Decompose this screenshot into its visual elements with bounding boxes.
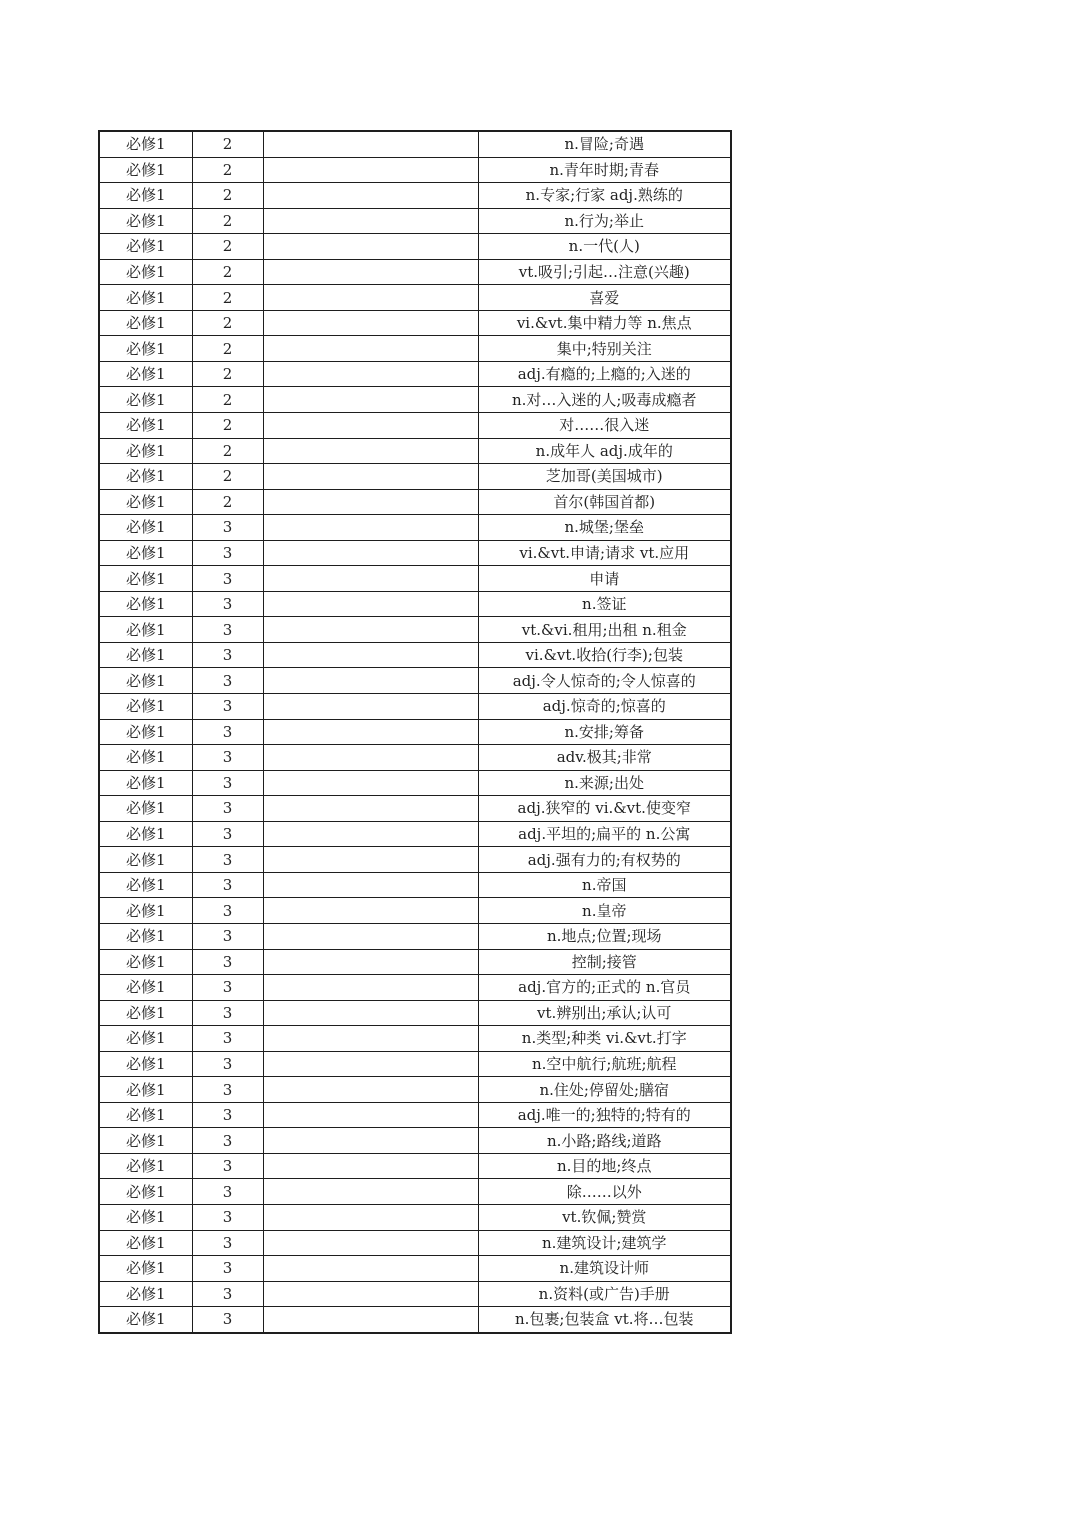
word-cell xyxy=(263,208,478,234)
table-row xyxy=(99,1179,731,1205)
meaning-cell: 对……很入迷 xyxy=(478,413,731,439)
unit-cell: 3 xyxy=(192,719,263,745)
table-row xyxy=(99,1000,731,1026)
word-cell xyxy=(263,515,478,541)
meaning-cell: n.建筑设计;建筑学 xyxy=(478,1230,731,1256)
book-cell: 必修1 xyxy=(99,489,192,515)
word-cell xyxy=(263,1051,478,1077)
unit-cell: 2 xyxy=(192,464,263,490)
word-cell xyxy=(263,157,478,183)
book-cell: 必修1 xyxy=(99,1153,192,1179)
unit-cell: 3 xyxy=(192,1230,263,1256)
unit-cell: 3 xyxy=(192,1179,263,1205)
word-cell xyxy=(263,1153,478,1179)
unit-cell: 3 xyxy=(192,847,263,873)
meaning-cell: n.地点;位置;现场 xyxy=(478,923,731,949)
meaning-cell: n.成年人 adj.成年的 xyxy=(478,438,731,464)
book-cell: 必修1 xyxy=(99,1204,192,1230)
unit-cell: 3 xyxy=(192,540,263,566)
word-cell xyxy=(263,1026,478,1052)
word-cell xyxy=(263,1204,478,1230)
book-cell: 必修1 xyxy=(99,694,192,720)
book-cell: 必修1 xyxy=(99,1256,192,1282)
unit-cell: 3 xyxy=(192,515,263,541)
table-row xyxy=(99,1077,731,1103)
word-cell xyxy=(263,387,478,413)
word-cell xyxy=(263,464,478,490)
unit-cell: 3 xyxy=(192,796,263,822)
table-row xyxy=(99,310,731,336)
word-cell xyxy=(263,719,478,745)
word-cell xyxy=(263,489,478,515)
word-cell xyxy=(263,131,478,157)
vocabulary-table xyxy=(98,130,732,1334)
word-cell xyxy=(263,745,478,771)
book-cell: 必修1 xyxy=(99,796,192,822)
table-row xyxy=(99,489,731,515)
word-cell xyxy=(263,1128,478,1154)
table-row xyxy=(99,949,731,975)
meaning-cell: n.专家;行家 adj.熟练的 xyxy=(478,183,731,209)
word-cell xyxy=(263,1281,478,1307)
word-cell xyxy=(263,259,478,285)
table-row xyxy=(99,1307,731,1333)
word-cell xyxy=(263,438,478,464)
meaning-cell: n.签证 xyxy=(478,591,731,617)
book-cell: 必修1 xyxy=(99,872,192,898)
book-cell: 必修1 xyxy=(99,413,192,439)
table-row xyxy=(99,540,731,566)
unit-cell: 2 xyxy=(192,285,263,311)
book-cell: 必修1 xyxy=(99,1026,192,1052)
unit-cell: 3 xyxy=(192,1077,263,1103)
book-cell: 必修1 xyxy=(99,949,192,975)
meaning-cell: 申请 xyxy=(478,566,731,592)
unit-cell: 3 xyxy=(192,872,263,898)
meaning-cell: n.城堡;堡垒 xyxy=(478,515,731,541)
word-cell xyxy=(263,591,478,617)
book-cell: 必修1 xyxy=(99,1307,192,1333)
table-row xyxy=(99,413,731,439)
meaning-cell: adj.惊奇的;惊喜的 xyxy=(478,694,731,720)
book-cell: 必修1 xyxy=(99,336,192,362)
meaning-cell: n.目的地;终点 xyxy=(478,1153,731,1179)
book-cell: 必修1 xyxy=(99,1230,192,1256)
table-row xyxy=(99,336,731,362)
table-row xyxy=(99,515,731,541)
unit-cell: 3 xyxy=(192,1204,263,1230)
table-row xyxy=(99,770,731,796)
table-row xyxy=(99,1153,731,1179)
book-cell: 必修1 xyxy=(99,1000,192,1026)
book-cell: 必修1 xyxy=(99,310,192,336)
unit-cell: 3 xyxy=(192,1051,263,1077)
meaning-cell: n.类型;种类 vi.&vt.打字 xyxy=(478,1026,731,1052)
book-cell: 必修1 xyxy=(99,1051,192,1077)
word-cell xyxy=(263,413,478,439)
word-cell xyxy=(263,694,478,720)
meaning-cell: adj.狭窄的 vi.&vt.使变窄 xyxy=(478,796,731,822)
word-cell xyxy=(263,566,478,592)
word-cell xyxy=(263,310,478,336)
word-cell xyxy=(263,361,478,387)
table-row xyxy=(99,1102,731,1128)
unit-cell: 2 xyxy=(192,157,263,183)
book-cell: 必修1 xyxy=(99,259,192,285)
word-cell xyxy=(263,285,478,311)
word-cell xyxy=(263,540,478,566)
book-cell: 必修1 xyxy=(99,975,192,1001)
table-row xyxy=(99,796,731,822)
meaning-cell: vt.&vi.租用;出租 n.租金 xyxy=(478,617,731,643)
meaning-cell: n.资料(或广告)手册 xyxy=(478,1281,731,1307)
meaning-cell: 喜爱 xyxy=(478,285,731,311)
word-cell xyxy=(263,1000,478,1026)
unit-cell: 2 xyxy=(192,310,263,336)
table-row xyxy=(99,847,731,873)
table-row xyxy=(99,438,731,464)
unit-cell: 3 xyxy=(192,642,263,668)
unit-cell: 3 xyxy=(192,566,263,592)
word-cell xyxy=(263,872,478,898)
word-cell xyxy=(263,1179,478,1205)
meaning-cell: vt.吸引;引起…注意(兴趣) xyxy=(478,259,731,285)
unit-cell: 3 xyxy=(192,1128,263,1154)
meaning-cell: n.空中航行;航班;航程 xyxy=(478,1051,731,1077)
word-cell xyxy=(263,617,478,643)
table-row xyxy=(99,1204,731,1230)
table-row xyxy=(99,285,731,311)
table-row xyxy=(99,719,731,745)
unit-cell: 3 xyxy=(192,770,263,796)
vocabulary-table-body xyxy=(99,131,731,1333)
unit-cell: 3 xyxy=(192,949,263,975)
word-cell xyxy=(263,668,478,694)
book-cell: 必修1 xyxy=(99,234,192,260)
word-cell xyxy=(263,1256,478,1282)
meaning-cell: adj.有瘾的;上瘾的;入迷的 xyxy=(478,361,731,387)
table-row xyxy=(99,361,731,387)
word-cell xyxy=(263,796,478,822)
meaning-cell: n.包裹;包装盒 vt.将…包装 xyxy=(478,1307,731,1333)
word-cell xyxy=(263,898,478,924)
meaning-cell: 控制;接管 xyxy=(478,949,731,975)
unit-cell: 3 xyxy=(192,617,263,643)
word-cell xyxy=(263,949,478,975)
word-cell xyxy=(263,1077,478,1103)
book-cell: 必修1 xyxy=(99,1281,192,1307)
book-cell: 必修1 xyxy=(99,387,192,413)
book-cell: 必修1 xyxy=(99,642,192,668)
book-cell: 必修1 xyxy=(99,464,192,490)
word-cell xyxy=(263,1230,478,1256)
meaning-cell: vt.钦佩;赞赏 xyxy=(478,1204,731,1230)
meaning-cell: 首尔(韩国首都) xyxy=(478,489,731,515)
word-cell xyxy=(263,821,478,847)
table-row xyxy=(99,464,731,490)
word-cell xyxy=(263,234,478,260)
word-cell xyxy=(263,1102,478,1128)
unit-cell: 3 xyxy=(192,1153,263,1179)
meaning-cell: 除……以外 xyxy=(478,1179,731,1205)
meaning-cell: 集中;特别关注 xyxy=(478,336,731,362)
unit-cell: 3 xyxy=(192,1307,263,1333)
book-cell: 必修1 xyxy=(99,1077,192,1103)
table-row xyxy=(99,1051,731,1077)
book-cell: 必修1 xyxy=(99,1179,192,1205)
table-row xyxy=(99,1281,731,1307)
meaning-cell: adj.官方的;正式的 n.官员 xyxy=(478,975,731,1001)
table-row xyxy=(99,157,731,183)
unit-cell: 2 xyxy=(192,489,263,515)
book-cell: 必修1 xyxy=(99,1128,192,1154)
word-cell xyxy=(263,642,478,668)
book-cell: 必修1 xyxy=(99,285,192,311)
book-cell: 必修1 xyxy=(99,208,192,234)
table-row xyxy=(99,872,731,898)
word-cell xyxy=(263,183,478,209)
unit-cell: 3 xyxy=(192,1000,263,1026)
table-row xyxy=(99,259,731,285)
book-cell: 必修1 xyxy=(99,540,192,566)
meaning-cell: n.对…入迷的人;吸毒成瘾者 xyxy=(478,387,731,413)
book-cell: 必修1 xyxy=(99,898,192,924)
table-row xyxy=(99,387,731,413)
unit-cell: 3 xyxy=(192,694,263,720)
meaning-cell: n.住处;停留处;膳宿 xyxy=(478,1077,731,1103)
table-row xyxy=(99,1026,731,1052)
table-row xyxy=(99,1230,731,1256)
book-cell: 必修1 xyxy=(99,847,192,873)
meaning-cell: adj.强有力的;有权势的 xyxy=(478,847,731,873)
meaning-cell: adj.令人惊奇的;令人惊喜的 xyxy=(478,668,731,694)
book-cell: 必修1 xyxy=(99,131,192,157)
meaning-cell: vi.&vt.收拾(行李);包装 xyxy=(478,642,731,668)
unit-cell: 3 xyxy=(192,1102,263,1128)
book-cell: 必修1 xyxy=(99,183,192,209)
unit-cell: 2 xyxy=(192,413,263,439)
meaning-cell: vi.&vt.集中精力等 n.焦点 xyxy=(478,310,731,336)
table-row xyxy=(99,642,731,668)
book-cell: 必修1 xyxy=(99,770,192,796)
unit-cell: 2 xyxy=(192,259,263,285)
book-cell: 必修1 xyxy=(99,566,192,592)
meaning-cell: n.帝国 xyxy=(478,872,731,898)
table-row xyxy=(99,898,731,924)
unit-cell: 2 xyxy=(192,438,263,464)
table-row xyxy=(99,668,731,694)
table-row xyxy=(99,131,731,157)
word-cell xyxy=(263,770,478,796)
meaning-cell: adj.唯一的;独特的;特有的 xyxy=(478,1102,731,1128)
meaning-cell: n.小路;路线;道路 xyxy=(478,1128,731,1154)
unit-cell: 3 xyxy=(192,591,263,617)
meaning-cell: adj.平坦的;扁平的 n.公寓 xyxy=(478,821,731,847)
meaning-cell: n.安排;筹备 xyxy=(478,719,731,745)
meaning-cell: n.建筑设计师 xyxy=(478,1256,731,1282)
book-cell: 必修1 xyxy=(99,1102,192,1128)
word-cell xyxy=(263,1307,478,1333)
word-cell xyxy=(263,847,478,873)
book-cell: 必修1 xyxy=(99,617,192,643)
meaning-cell: adv.极其;非常 xyxy=(478,745,731,771)
book-cell: 必修1 xyxy=(99,591,192,617)
table-row xyxy=(99,821,731,847)
table-row xyxy=(99,566,731,592)
unit-cell: 2 xyxy=(192,183,263,209)
word-cell xyxy=(263,336,478,362)
table-row xyxy=(99,1128,731,1154)
meaning-cell: n.青年时期;青春 xyxy=(478,157,731,183)
meaning-cell: n.一代(人) xyxy=(478,234,731,260)
unit-cell: 2 xyxy=(192,234,263,260)
unit-cell: 2 xyxy=(192,387,263,413)
unit-cell: 3 xyxy=(192,1256,263,1282)
table-row xyxy=(99,1256,731,1282)
book-cell: 必修1 xyxy=(99,719,192,745)
table-row xyxy=(99,617,731,643)
meaning-cell: vt.辨别出;承认;认可 xyxy=(478,1000,731,1026)
unit-cell: 2 xyxy=(192,361,263,387)
meaning-cell: n.冒险;奇遇 xyxy=(478,131,731,157)
book-cell: 必修1 xyxy=(99,361,192,387)
unit-cell: 3 xyxy=(192,898,263,924)
unit-cell: 2 xyxy=(192,131,263,157)
table-row xyxy=(99,694,731,720)
meaning-cell: vi.&vt.申请;请求 vt.应用 xyxy=(478,540,731,566)
meaning-cell: n.来源;出处 xyxy=(478,770,731,796)
unit-cell: 3 xyxy=(192,745,263,771)
table-row xyxy=(99,591,731,617)
table-row xyxy=(99,234,731,260)
table-row xyxy=(99,208,731,234)
table-row xyxy=(99,183,731,209)
unit-cell: 2 xyxy=(192,336,263,362)
word-cell xyxy=(263,975,478,1001)
unit-cell: 2 xyxy=(192,208,263,234)
table-row xyxy=(99,745,731,771)
book-cell: 必修1 xyxy=(99,821,192,847)
unit-cell: 3 xyxy=(192,923,263,949)
book-cell: 必修1 xyxy=(99,515,192,541)
meaning-cell: n.行为;举止 xyxy=(478,208,731,234)
meaning-cell: 芝加哥(美国城市) xyxy=(478,464,731,490)
book-cell: 必修1 xyxy=(99,668,192,694)
unit-cell: 3 xyxy=(192,975,263,1001)
table-row xyxy=(99,923,731,949)
unit-cell: 3 xyxy=(192,668,263,694)
unit-cell: 3 xyxy=(192,821,263,847)
table-row xyxy=(99,975,731,1001)
unit-cell: 3 xyxy=(192,1026,263,1052)
book-cell: 必修1 xyxy=(99,923,192,949)
meaning-cell: n.皇帝 xyxy=(478,898,731,924)
book-cell: 必修1 xyxy=(99,157,192,183)
book-cell: 必修1 xyxy=(99,745,192,771)
unit-cell: 3 xyxy=(192,1281,263,1307)
word-cell xyxy=(263,923,478,949)
book-cell: 必修1 xyxy=(99,438,192,464)
